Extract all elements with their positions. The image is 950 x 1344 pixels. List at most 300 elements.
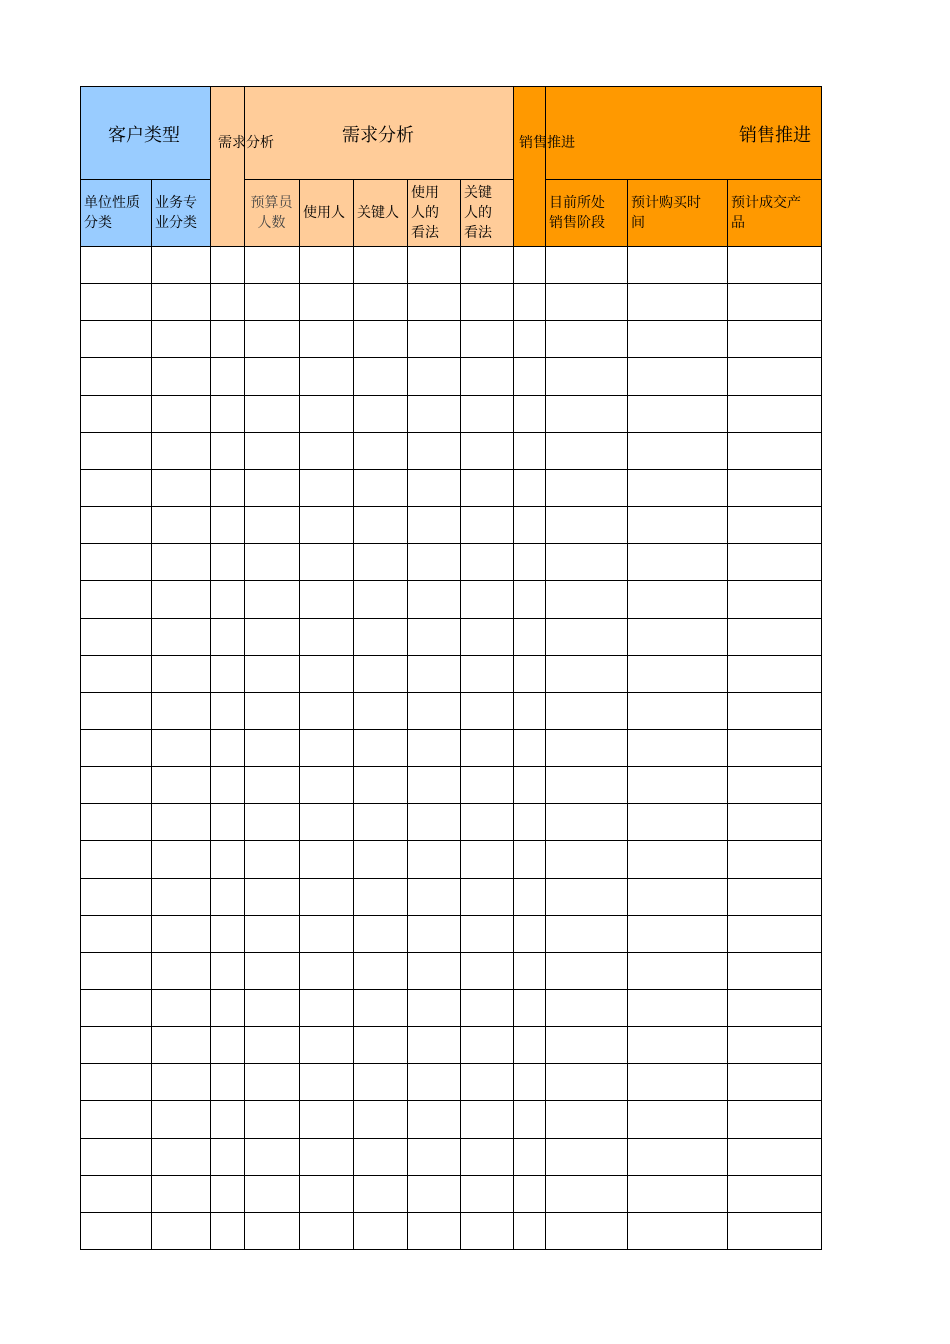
table-cell xyxy=(353,580,408,619)
table-cell xyxy=(210,840,245,879)
column-header-label: 分类 xyxy=(84,214,112,231)
table-cell xyxy=(407,469,461,507)
table-cell xyxy=(460,395,514,433)
demand-analysis-small-title: 需求分析 xyxy=(218,135,274,151)
table-cell xyxy=(545,692,628,730)
table-cell xyxy=(299,840,354,879)
table-cell xyxy=(460,543,514,581)
table-cell xyxy=(299,395,354,433)
table-cell xyxy=(513,878,546,916)
column-header-label: 间 xyxy=(631,214,645,231)
table-cell xyxy=(210,283,245,321)
table-cell xyxy=(80,283,152,321)
table-cell xyxy=(80,506,152,544)
table-cell xyxy=(407,840,461,879)
table-cell xyxy=(513,989,546,1027)
table-cell xyxy=(545,803,628,841)
table-cell xyxy=(299,432,354,470)
table-cell xyxy=(545,506,628,544)
table-cell xyxy=(80,692,152,730)
table-cell xyxy=(460,952,514,990)
table-cell xyxy=(460,915,514,953)
table-cell xyxy=(627,469,728,507)
table-cell xyxy=(627,989,728,1027)
table-cell xyxy=(513,729,546,767)
table-cell xyxy=(353,989,408,1027)
table-cell xyxy=(299,506,354,544)
table-cell xyxy=(244,692,300,730)
table-cell xyxy=(151,580,211,619)
table-cell xyxy=(299,1100,354,1139)
table-cell xyxy=(151,952,211,990)
table-cell xyxy=(407,1100,461,1139)
table-cell xyxy=(627,543,728,581)
table-cell xyxy=(727,283,822,321)
table-cell xyxy=(244,395,300,433)
table-cell xyxy=(460,989,514,1027)
table-cell xyxy=(407,989,461,1027)
table-cell xyxy=(244,1138,300,1176)
demand-analysis-title: 需求分析 xyxy=(342,125,414,146)
column-header-label: 使用人 xyxy=(303,204,345,221)
table-cell xyxy=(210,915,245,953)
table-cell xyxy=(244,1063,300,1101)
table-cell xyxy=(299,915,354,953)
sales-push-title: 销售推进 xyxy=(739,125,811,146)
table-cell xyxy=(244,618,300,656)
table-cell xyxy=(244,989,300,1027)
table-cell xyxy=(627,395,728,433)
table-cell xyxy=(210,469,245,507)
table-cell xyxy=(627,915,728,953)
table-cell xyxy=(151,692,211,730)
table-cell xyxy=(353,766,408,804)
table-cell xyxy=(353,469,408,507)
table-cell xyxy=(460,803,514,841)
table-cell xyxy=(80,320,152,358)
table-cell xyxy=(210,803,245,841)
table-cell xyxy=(353,543,408,581)
table-cell xyxy=(407,246,461,284)
table-cell xyxy=(299,989,354,1027)
table-cell xyxy=(244,1100,300,1139)
table-cell xyxy=(627,1026,728,1064)
table-cell xyxy=(627,506,728,544)
table-cell xyxy=(210,1138,245,1176)
table-cell xyxy=(513,618,546,656)
table-cell xyxy=(244,580,300,619)
table-cell xyxy=(627,878,728,916)
table-cell xyxy=(244,878,300,916)
table-cell xyxy=(407,766,461,804)
table-cell xyxy=(460,766,514,804)
table-cell xyxy=(727,1212,822,1250)
table-cell xyxy=(299,283,354,321)
table-cell xyxy=(210,1026,245,1064)
table-cell xyxy=(353,1100,408,1139)
table-cell xyxy=(727,469,822,507)
table-cell xyxy=(727,246,822,284)
table-cell xyxy=(151,915,211,953)
table-cell xyxy=(299,692,354,730)
table-cell xyxy=(627,803,728,841)
table-cell xyxy=(460,1175,514,1213)
column-header-label: 销售阶段 xyxy=(549,214,605,231)
table-cell xyxy=(151,469,211,507)
table-cell xyxy=(353,1138,408,1176)
table-cell xyxy=(210,320,245,358)
table-cell xyxy=(727,1100,822,1139)
table-cell xyxy=(627,655,728,693)
table-cell xyxy=(627,246,728,284)
table-cell xyxy=(353,283,408,321)
table-cell xyxy=(460,357,514,396)
table-cell xyxy=(460,580,514,619)
table-cell xyxy=(460,618,514,656)
table-cell xyxy=(210,766,245,804)
table-cell xyxy=(627,1138,728,1176)
column-header-label: 关键人 xyxy=(357,204,399,221)
table-cell xyxy=(727,1063,822,1101)
table-cell xyxy=(545,952,628,990)
table-cell xyxy=(407,320,461,358)
table-cell xyxy=(545,655,628,693)
column-header-label: 业分类 xyxy=(155,214,197,231)
table-cell xyxy=(460,840,514,879)
table-cell xyxy=(545,283,628,321)
table-cell xyxy=(460,432,514,470)
table-cell xyxy=(299,320,354,358)
table-cell xyxy=(545,618,628,656)
table-cell xyxy=(80,989,152,1027)
table-cell xyxy=(727,580,822,619)
table-cell xyxy=(353,655,408,693)
table-cell xyxy=(460,878,514,916)
table-cell xyxy=(513,543,546,581)
table-cell xyxy=(244,1175,300,1213)
table-cell xyxy=(244,803,300,841)
table-cell xyxy=(513,580,546,619)
table-cell xyxy=(627,1063,728,1101)
table-cell xyxy=(210,1175,245,1213)
table-cell xyxy=(627,618,728,656)
table-cell xyxy=(151,543,211,581)
table-cell xyxy=(151,655,211,693)
table-cell xyxy=(151,729,211,767)
table-cell xyxy=(80,395,152,433)
table-cell xyxy=(353,1175,408,1213)
table-cell xyxy=(407,1063,461,1101)
table-cell xyxy=(513,469,546,507)
table-cell xyxy=(80,1026,152,1064)
table-cell xyxy=(80,246,152,284)
table-cell xyxy=(513,840,546,879)
column-header-label: 看法 xyxy=(411,224,439,241)
table-cell xyxy=(151,1212,211,1250)
table-cell xyxy=(545,840,628,879)
table-cell xyxy=(407,692,461,730)
table-cell xyxy=(513,1100,546,1139)
table-cell xyxy=(353,692,408,730)
table-cell xyxy=(545,1100,628,1139)
table-cell xyxy=(545,915,628,953)
table-cell xyxy=(727,766,822,804)
table-cell xyxy=(727,840,822,879)
table-cell xyxy=(151,803,211,841)
table-cell xyxy=(353,803,408,841)
table-cell xyxy=(727,618,822,656)
table-cell xyxy=(513,432,546,470)
table-cell xyxy=(299,1026,354,1064)
table-cell xyxy=(460,1212,514,1250)
column-header-label: 预计成交产 xyxy=(731,194,801,211)
table-cell xyxy=(210,618,245,656)
table-cell xyxy=(727,655,822,693)
table-cell xyxy=(353,729,408,767)
table-cell xyxy=(407,283,461,321)
table-cell xyxy=(627,320,728,358)
table-cell xyxy=(727,952,822,990)
sales-narrow-header xyxy=(513,86,546,247)
table-cell xyxy=(244,915,300,953)
table-cell xyxy=(627,692,728,730)
table-cell xyxy=(353,840,408,879)
table-cell xyxy=(151,1063,211,1101)
table-cell xyxy=(407,1175,461,1213)
table-cell xyxy=(210,1100,245,1139)
table-cell xyxy=(244,283,300,321)
table-cell xyxy=(545,357,628,396)
table-cell xyxy=(460,729,514,767)
table-cell xyxy=(210,952,245,990)
table-cell xyxy=(80,1138,152,1176)
table-cell xyxy=(407,729,461,767)
table-cell xyxy=(80,1063,152,1101)
table-cell xyxy=(244,766,300,804)
table-cell xyxy=(545,1063,628,1101)
table-cell xyxy=(299,580,354,619)
table-cell xyxy=(407,655,461,693)
table-cell xyxy=(299,1212,354,1250)
table-cell xyxy=(151,1026,211,1064)
table-cell xyxy=(407,618,461,656)
table-cell xyxy=(627,729,728,767)
table-cell xyxy=(513,655,546,693)
table-cell xyxy=(513,766,546,804)
table-cell xyxy=(727,543,822,581)
table-cell xyxy=(210,580,245,619)
table-cell xyxy=(353,357,408,396)
table-cell xyxy=(210,1063,245,1101)
table-cell xyxy=(407,357,461,396)
table-cell xyxy=(80,729,152,767)
table-cell xyxy=(299,1138,354,1176)
table-cell xyxy=(210,543,245,581)
table-cell xyxy=(353,952,408,990)
table-cell xyxy=(513,246,546,284)
table-cell xyxy=(513,283,546,321)
table-cell xyxy=(727,1175,822,1213)
table-cell xyxy=(80,766,152,804)
table-cell xyxy=(299,357,354,396)
table-cell xyxy=(299,766,354,804)
column-header-label: 人数 xyxy=(257,214,286,231)
table-cell xyxy=(210,395,245,433)
table-cell xyxy=(513,320,546,358)
table-cell xyxy=(210,246,245,284)
table-cell xyxy=(727,320,822,358)
table-cell xyxy=(627,1100,728,1139)
table-cell xyxy=(299,618,354,656)
table-cell xyxy=(299,803,354,841)
table-cell xyxy=(407,803,461,841)
table-cell xyxy=(627,1212,728,1250)
table-cell xyxy=(513,1212,546,1250)
table-cell xyxy=(727,803,822,841)
column-header-label: 单位性质 xyxy=(84,194,140,211)
table-cell xyxy=(407,1026,461,1064)
table-cell xyxy=(299,1063,354,1101)
table-cell xyxy=(151,618,211,656)
table-cell xyxy=(545,543,628,581)
table-cell xyxy=(244,1026,300,1064)
table-cell xyxy=(80,1175,152,1213)
table-cell xyxy=(407,1212,461,1250)
table-cell xyxy=(727,357,822,396)
column-header-label: 目前所处 xyxy=(549,194,605,211)
table-cell xyxy=(407,506,461,544)
table-cell xyxy=(299,246,354,284)
demand-narrow-header xyxy=(210,86,245,247)
table-cell xyxy=(545,320,628,358)
table-cell xyxy=(244,357,300,396)
column-header-label: 人的 xyxy=(411,204,439,221)
table-cell xyxy=(627,357,728,396)
table-cell xyxy=(244,543,300,581)
table-cell xyxy=(353,246,408,284)
table-cell xyxy=(545,469,628,507)
column-header-label: 预算员 xyxy=(250,194,293,211)
table-cell xyxy=(80,803,152,841)
table-cell xyxy=(460,1063,514,1101)
table-cell xyxy=(545,878,628,916)
table-cell xyxy=(151,283,211,321)
table-cell xyxy=(727,506,822,544)
table-cell xyxy=(545,729,628,767)
table-cell xyxy=(407,915,461,953)
table-cell xyxy=(151,1100,211,1139)
table-cell xyxy=(407,1138,461,1176)
table-cell xyxy=(210,357,245,396)
table-cell xyxy=(513,1175,546,1213)
table-cell xyxy=(460,1026,514,1064)
table-cell xyxy=(460,655,514,693)
table-cell xyxy=(151,1175,211,1213)
table-cell xyxy=(80,915,152,953)
table-cell xyxy=(210,878,245,916)
table-cell xyxy=(353,618,408,656)
table-cell xyxy=(727,692,822,730)
column-header-label: 人的 xyxy=(464,204,492,221)
table-cell xyxy=(460,283,514,321)
table-cell xyxy=(627,432,728,470)
table-cell xyxy=(244,655,300,693)
table-cell xyxy=(80,432,152,470)
table-cell xyxy=(545,766,628,804)
table-cell xyxy=(210,655,245,693)
table-cell xyxy=(80,1100,152,1139)
table-cell xyxy=(353,1026,408,1064)
table-cell xyxy=(627,840,728,879)
table-cell xyxy=(80,1212,152,1250)
column-header-label: 业务专 xyxy=(155,194,197,211)
table-cell xyxy=(151,878,211,916)
table-cell xyxy=(545,395,628,433)
table-cell xyxy=(299,952,354,990)
table-cell xyxy=(627,952,728,990)
table-cell xyxy=(244,729,300,767)
table-cell xyxy=(513,952,546,990)
table-cell xyxy=(210,989,245,1027)
column-header-label: 看法 xyxy=(464,224,492,241)
table-cell xyxy=(460,506,514,544)
table-cell xyxy=(151,246,211,284)
table-cell xyxy=(353,878,408,916)
table-cell xyxy=(80,878,152,916)
table-cell xyxy=(80,543,152,581)
table-cell xyxy=(210,506,245,544)
table-cell xyxy=(513,1026,546,1064)
table-cell xyxy=(244,320,300,358)
table-cell xyxy=(210,692,245,730)
table-cell xyxy=(80,580,152,619)
table-cell xyxy=(80,840,152,879)
table-cell xyxy=(353,395,408,433)
table-cell xyxy=(244,952,300,990)
table-cell xyxy=(460,469,514,507)
table-cell xyxy=(151,506,211,544)
table-cell xyxy=(244,506,300,544)
table-cell xyxy=(545,1138,628,1176)
table-cell xyxy=(244,469,300,507)
column-header-label: 关键 xyxy=(464,184,492,201)
table-cell xyxy=(545,989,628,1027)
table-cell xyxy=(244,246,300,284)
table-cell xyxy=(460,692,514,730)
table-cell xyxy=(727,915,822,953)
table-cell xyxy=(727,989,822,1027)
table-cell xyxy=(460,1100,514,1139)
column-header-label: 使用 xyxy=(411,184,439,201)
table-cell xyxy=(244,840,300,879)
table-cell xyxy=(513,1063,546,1101)
table-cell xyxy=(80,655,152,693)
table-cell xyxy=(299,655,354,693)
table-cell xyxy=(513,692,546,730)
table-cell xyxy=(460,320,514,358)
table-cell xyxy=(407,432,461,470)
table-cell xyxy=(353,320,408,358)
table-cell xyxy=(727,432,822,470)
table-cell xyxy=(407,878,461,916)
table-cell xyxy=(460,1138,514,1176)
table-cell xyxy=(210,432,245,470)
table-cell xyxy=(727,395,822,433)
table-cell xyxy=(545,246,628,284)
table-cell xyxy=(244,432,300,470)
table-cell xyxy=(460,246,514,284)
table-cell xyxy=(353,915,408,953)
